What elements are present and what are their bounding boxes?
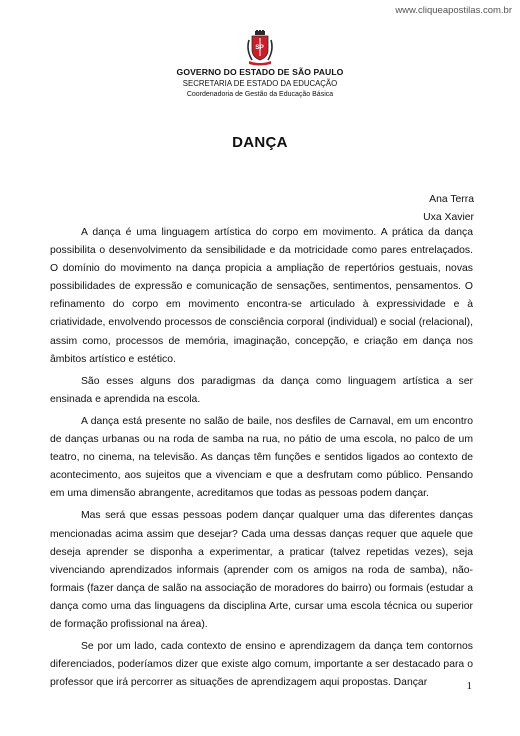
paragraph: A dança é uma linguagem artística do corpo em movimento. A prática da dança possibilita o desenvolvimento da sensibilidade e da motricidade como pares entrelaçados. O domínio do movimento na dança propicia a ampliação de repertórios gestuais, novas possibilidades de expressão e comunicação de sensações, sentimentos, pensamentos. O refinamento do corpo em movimento encontra-se articulado à expressividade e à criatividade, envolvendo processos de consciência corporal (individual) e social (relacional), assim como, processos de memória, imaginação, concepção, e criação em dança nos âmbitos artístico e estético. — [50, 227, 473, 365]
author-name: Ana Terra — [429, 194, 474, 205]
page-title: DANÇA — [232, 134, 288, 151]
page-number: 1 — [466, 680, 472, 692]
paragraph: A dança está presente no salão de baile, nos desfiles de Carnaval, em um encontro de danças urbanas ou na roda de samba na rua, no pátio de uma escola, no palco de um teatro, no cinema, na televisão. As danças têm funções e sentidos ligados ao contexto de acontecimento, aos sujeitos que a vivenciam e que a desfrutam como público. Pensando em uma dimensão abrangente, acreditamos que todas as pessoas podem dançar. — [50, 415, 473, 500]
secretariat-name: SECRETARIA DE ESTADO DA EDUCAÇÃO — [182, 79, 338, 88]
government-name: GOVERNO DO ESTADO DE SÃO PAULO — [176, 67, 344, 77]
body-text — [50, 224, 473, 696]
crest-letters: SP — [255, 44, 264, 51]
document-header — [0, 67, 520, 100]
paragraph: São esses alguns dos paradigmas da dança como linguagem artística a ser ensinada e aprendida na escola. — [50, 375, 473, 405]
coordination-name: Coordenadoria de Gestão da Educação Básica — [186, 91, 334, 98]
coat-of-arms-icon — [245, 30, 275, 66]
authors-block — [423, 191, 474, 226]
paragraph: Se por um lado, cada contexto de ensino e aprendizagem da dança tem contornos diferenciados, poderíamos dizer que existe algo comum, importante a ser destacado para o professor que irá percorrer as situações de aprendizagem aqui propostas. Dançar — [50, 641, 473, 689]
paragraph: Mas será que essas pessoas podem dançar qualquer uma das diferentes danças mencionadas acima assim que desejar? Cada uma dessas danças requer que aquele que deseja aprender se disponha a experimentar, a praticar (talvez repetidas vezes), seja vivenciando aprendizados informais (aprender com os amigos na roda de samba), não-formais (fazer dança de salão na associação de moradores do bairro) ou formais (estudar a dança como uma das linguagens da disciplina Arte, cursar uma escola técnica ou superior de formação profissional na área). — [50, 510, 473, 630]
author-name: Uxa Xavier — [423, 211, 474, 223]
site-watermark: www.cliqueapostilas.com.br — [395, 5, 512, 16]
